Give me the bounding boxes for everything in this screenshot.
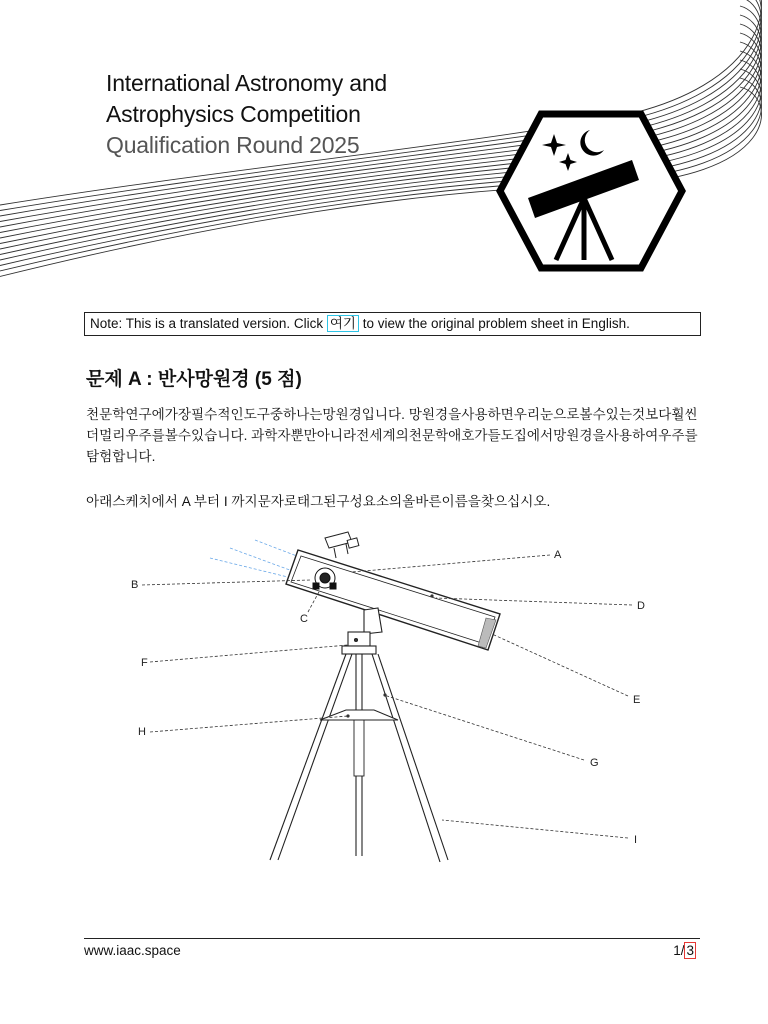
title-line-2: Astrophysics Competition — [106, 101, 361, 127]
problem-intro: 천문학연구에가장필수적인도구중하나는망원경입니다. 망원경을사용하면우리눈으로볼수있는것보다훨씬더멀리우주를볼수있습니다. 과학자뿐만아니라전세계의천문학애호가들도집에서망원경을사용하여우주를탐험합니다. — [86, 407, 698, 464]
translation-note — [84, 312, 701, 336]
diagram-label-e: E — [633, 694, 641, 706]
diagram-label-h: H — [138, 726, 146, 738]
round-subtitle: Qualification Round 2025 — [106, 132, 360, 158]
telescope-diagram — [120, 530, 660, 870]
page-current: 1/ — [673, 943, 685, 958]
problem-instruction: 아래스케치에서 A 부터 I 까지문자로태그된구성요소의올바른이름을찾으십시오. — [86, 494, 551, 509]
competition-header — [106, 68, 387, 161]
diagram-label-a: A — [554, 549, 562, 561]
footer-website: www.iaac.space — [84, 943, 181, 958]
diagram-label-i: I — [634, 834, 638, 846]
problem-title: 문제 A : 반사망원경 (5 점) — [86, 369, 302, 390]
diagram-label-b: B — [131, 579, 139, 591]
note-text-after: to view the original problem sheet in English. — [358, 316, 630, 331]
page-total-link[interactable]: 3 — [686, 943, 694, 958]
finder-scope — [325, 532, 359, 558]
diagram-label-c: C — [300, 613, 308, 625]
page-number — [673, 943, 696, 958]
diagram-label-g: G — [590, 757, 599, 769]
iaac-logo-icon — [496, 110, 686, 272]
mount — [342, 608, 382, 654]
diagram-label-f: F — [141, 657, 148, 669]
telescope-tube — [286, 550, 500, 650]
footer-divider — [84, 938, 700, 939]
original-sheet-link[interactable]: 여기 — [327, 315, 359, 332]
title-line-1: International Astronomy and — [106, 70, 387, 96]
diagram-label-d: D — [637, 600, 645, 612]
note-text-before: Note: This is a translated version. Click — [90, 316, 327, 331]
